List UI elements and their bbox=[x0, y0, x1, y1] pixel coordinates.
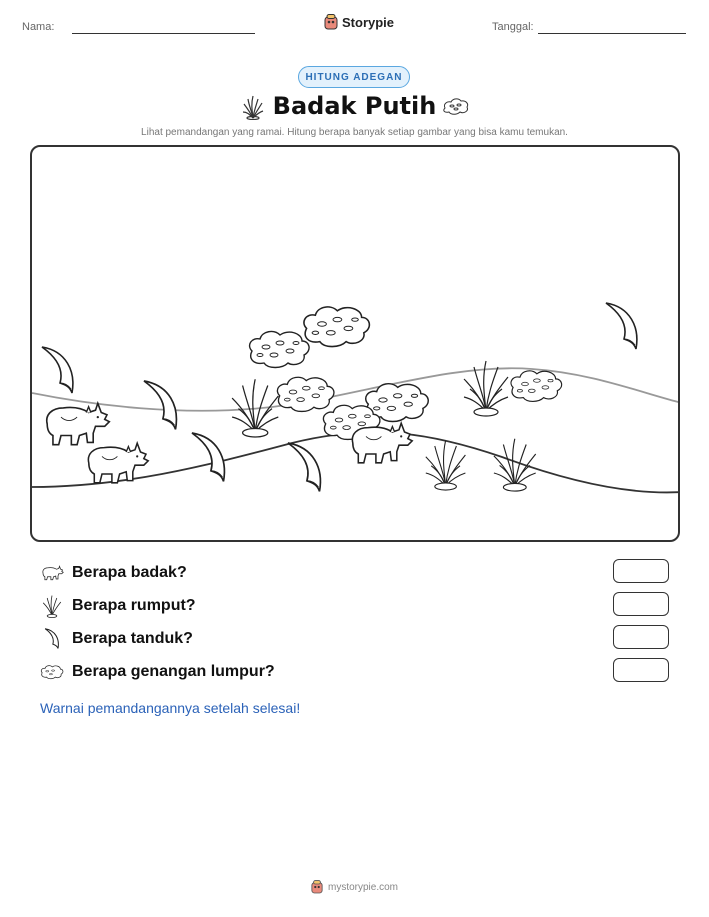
page-title: Badak Putih bbox=[272, 92, 437, 120]
footer-url[interactable]: mystorypie.com bbox=[327, 881, 398, 893]
activity-badge: HITUNG ADEGAN bbox=[298, 66, 410, 88]
question-label: Berapa badak? bbox=[72, 564, 187, 581]
answer-box-horns[interactable] bbox=[613, 625, 669, 649]
scene-illustration bbox=[32, 147, 680, 542]
rhino-icon bbox=[40, 561, 64, 585]
question-grass bbox=[40, 594, 196, 618]
answer-box-grass[interactable] bbox=[613, 592, 669, 616]
brand-name: Storypie bbox=[342, 14, 395, 30]
name-field[interactable] bbox=[72, 33, 255, 34]
brand-logo bbox=[324, 14, 394, 30]
mud-icon bbox=[40, 660, 64, 684]
instructions: Lihat pemandangan yang ramai. Hitung berapa banyak setiap gambar yang bisa kamu temukan. bbox=[141, 127, 568, 138]
question-label: Berapa tanduk? bbox=[72, 630, 193, 647]
date-label: Tanggal: bbox=[492, 21, 534, 33]
coloring-note: Warnai pemandangannya setelah selesai! bbox=[40, 700, 301, 716]
question-label: Berapa rumput? bbox=[72, 597, 196, 614]
name-label: Nama: bbox=[22, 21, 55, 33]
storypie-mascot-icon bbox=[311, 880, 323, 894]
question-horns bbox=[40, 627, 193, 651]
mud-icon bbox=[441, 96, 471, 116]
answer-box-mud[interactable] bbox=[613, 658, 669, 682]
horn-icon bbox=[40, 627, 64, 651]
date-field[interactable] bbox=[538, 33, 686, 34]
grass-icon bbox=[40, 594, 64, 618]
storypie-mascot-icon bbox=[324, 14, 338, 30]
footer bbox=[0, 880, 709, 894]
question-mud bbox=[40, 660, 275, 684]
counting-scene bbox=[30, 145, 680, 542]
answer-box-rhinos[interactable] bbox=[613, 559, 669, 583]
question-rhinos bbox=[40, 561, 187, 585]
question-label: Berapa genangan lumpur? bbox=[72, 663, 275, 680]
